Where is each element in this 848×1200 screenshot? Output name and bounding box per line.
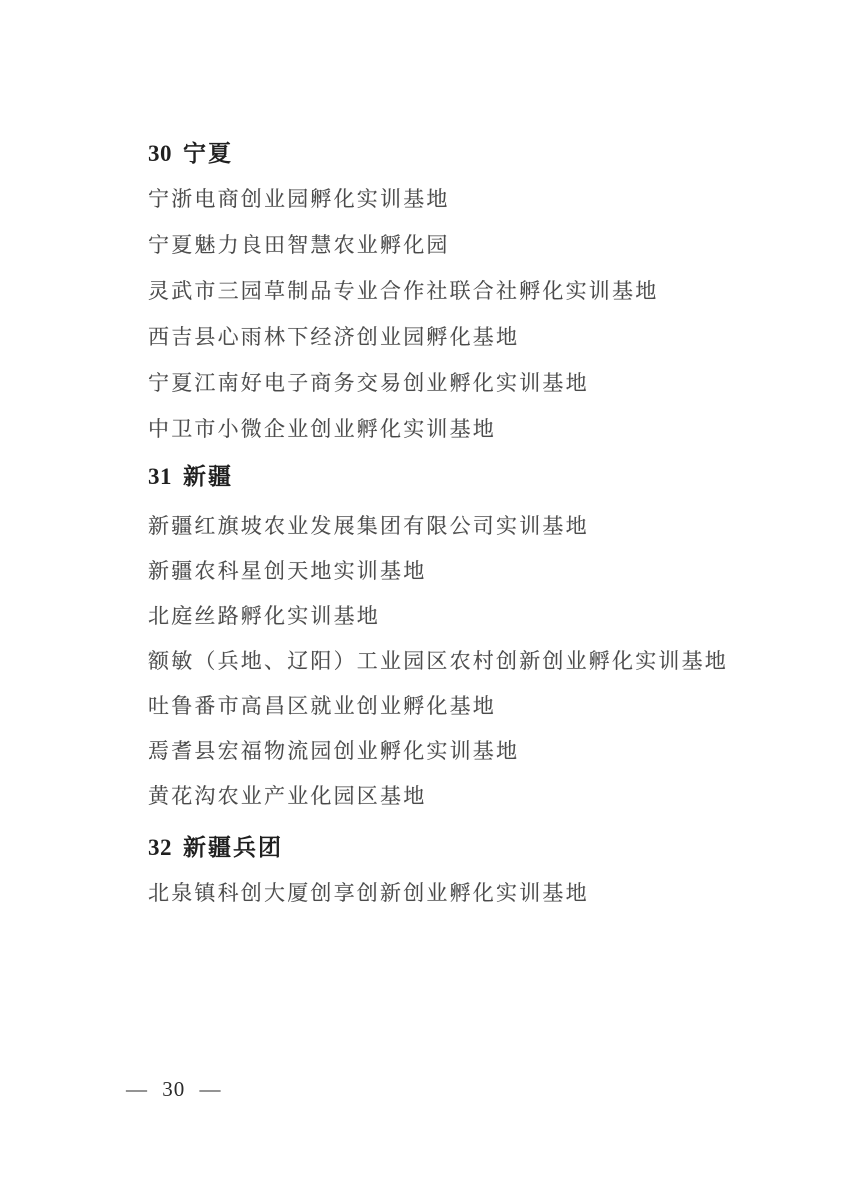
section-heading xyxy=(148,142,768,166)
list-item: 宁浙电商创业园孵化实训基地 xyxy=(148,187,450,211)
list-item: 北泉镇科创大厦创享创新创业孵化实训基地 xyxy=(148,881,589,905)
list-item: 西吉县心雨林下经济创业园孵化基地 xyxy=(148,325,520,349)
page-number: — 30 — xyxy=(126,1077,222,1101)
section-number: 31 xyxy=(148,464,172,489)
section-heading xyxy=(148,465,768,489)
list-item: 宁夏魅力良田智慧农业孵化园 xyxy=(148,233,450,257)
section-number: 30 xyxy=(148,141,172,166)
list-item: 中卫市小微企业创业孵化实训基地 xyxy=(148,417,496,441)
list-item: 吐鲁番市高昌区就业创业孵化基地 xyxy=(148,694,496,718)
list-item: 黄花沟农业产业化园区基地 xyxy=(148,784,427,808)
section-xinjiang-bingtuan xyxy=(148,836,768,905)
section-title: 新疆兵团 xyxy=(183,835,283,860)
section-heading xyxy=(148,836,768,860)
list-item: 北庭丝路孵化实训基地 xyxy=(148,604,380,628)
section-xinjiang xyxy=(148,465,768,830)
section-title: 宁夏 xyxy=(183,141,233,166)
section-ningxia xyxy=(148,142,768,464)
list-item: 新疆农科星创天地实训基地 xyxy=(148,559,427,583)
list-item: 额敏（兵地、辽阳）工业园区农村创新创业孵化实训基地 xyxy=(148,649,728,673)
section-number: 32 xyxy=(148,835,172,860)
section-title: 新疆 xyxy=(183,464,233,489)
list-item: 新疆红旗坡农业发展集团有限公司实训基地 xyxy=(148,514,589,538)
list-item: 灵武市三园草制品专业合作社联合社孵化实训基地 xyxy=(148,279,659,303)
list-item: 宁夏江南好电子商务交易创业孵化实训基地 xyxy=(148,371,589,395)
list-item: 焉耆县宏福物流园创业孵化实训基地 xyxy=(148,739,520,763)
